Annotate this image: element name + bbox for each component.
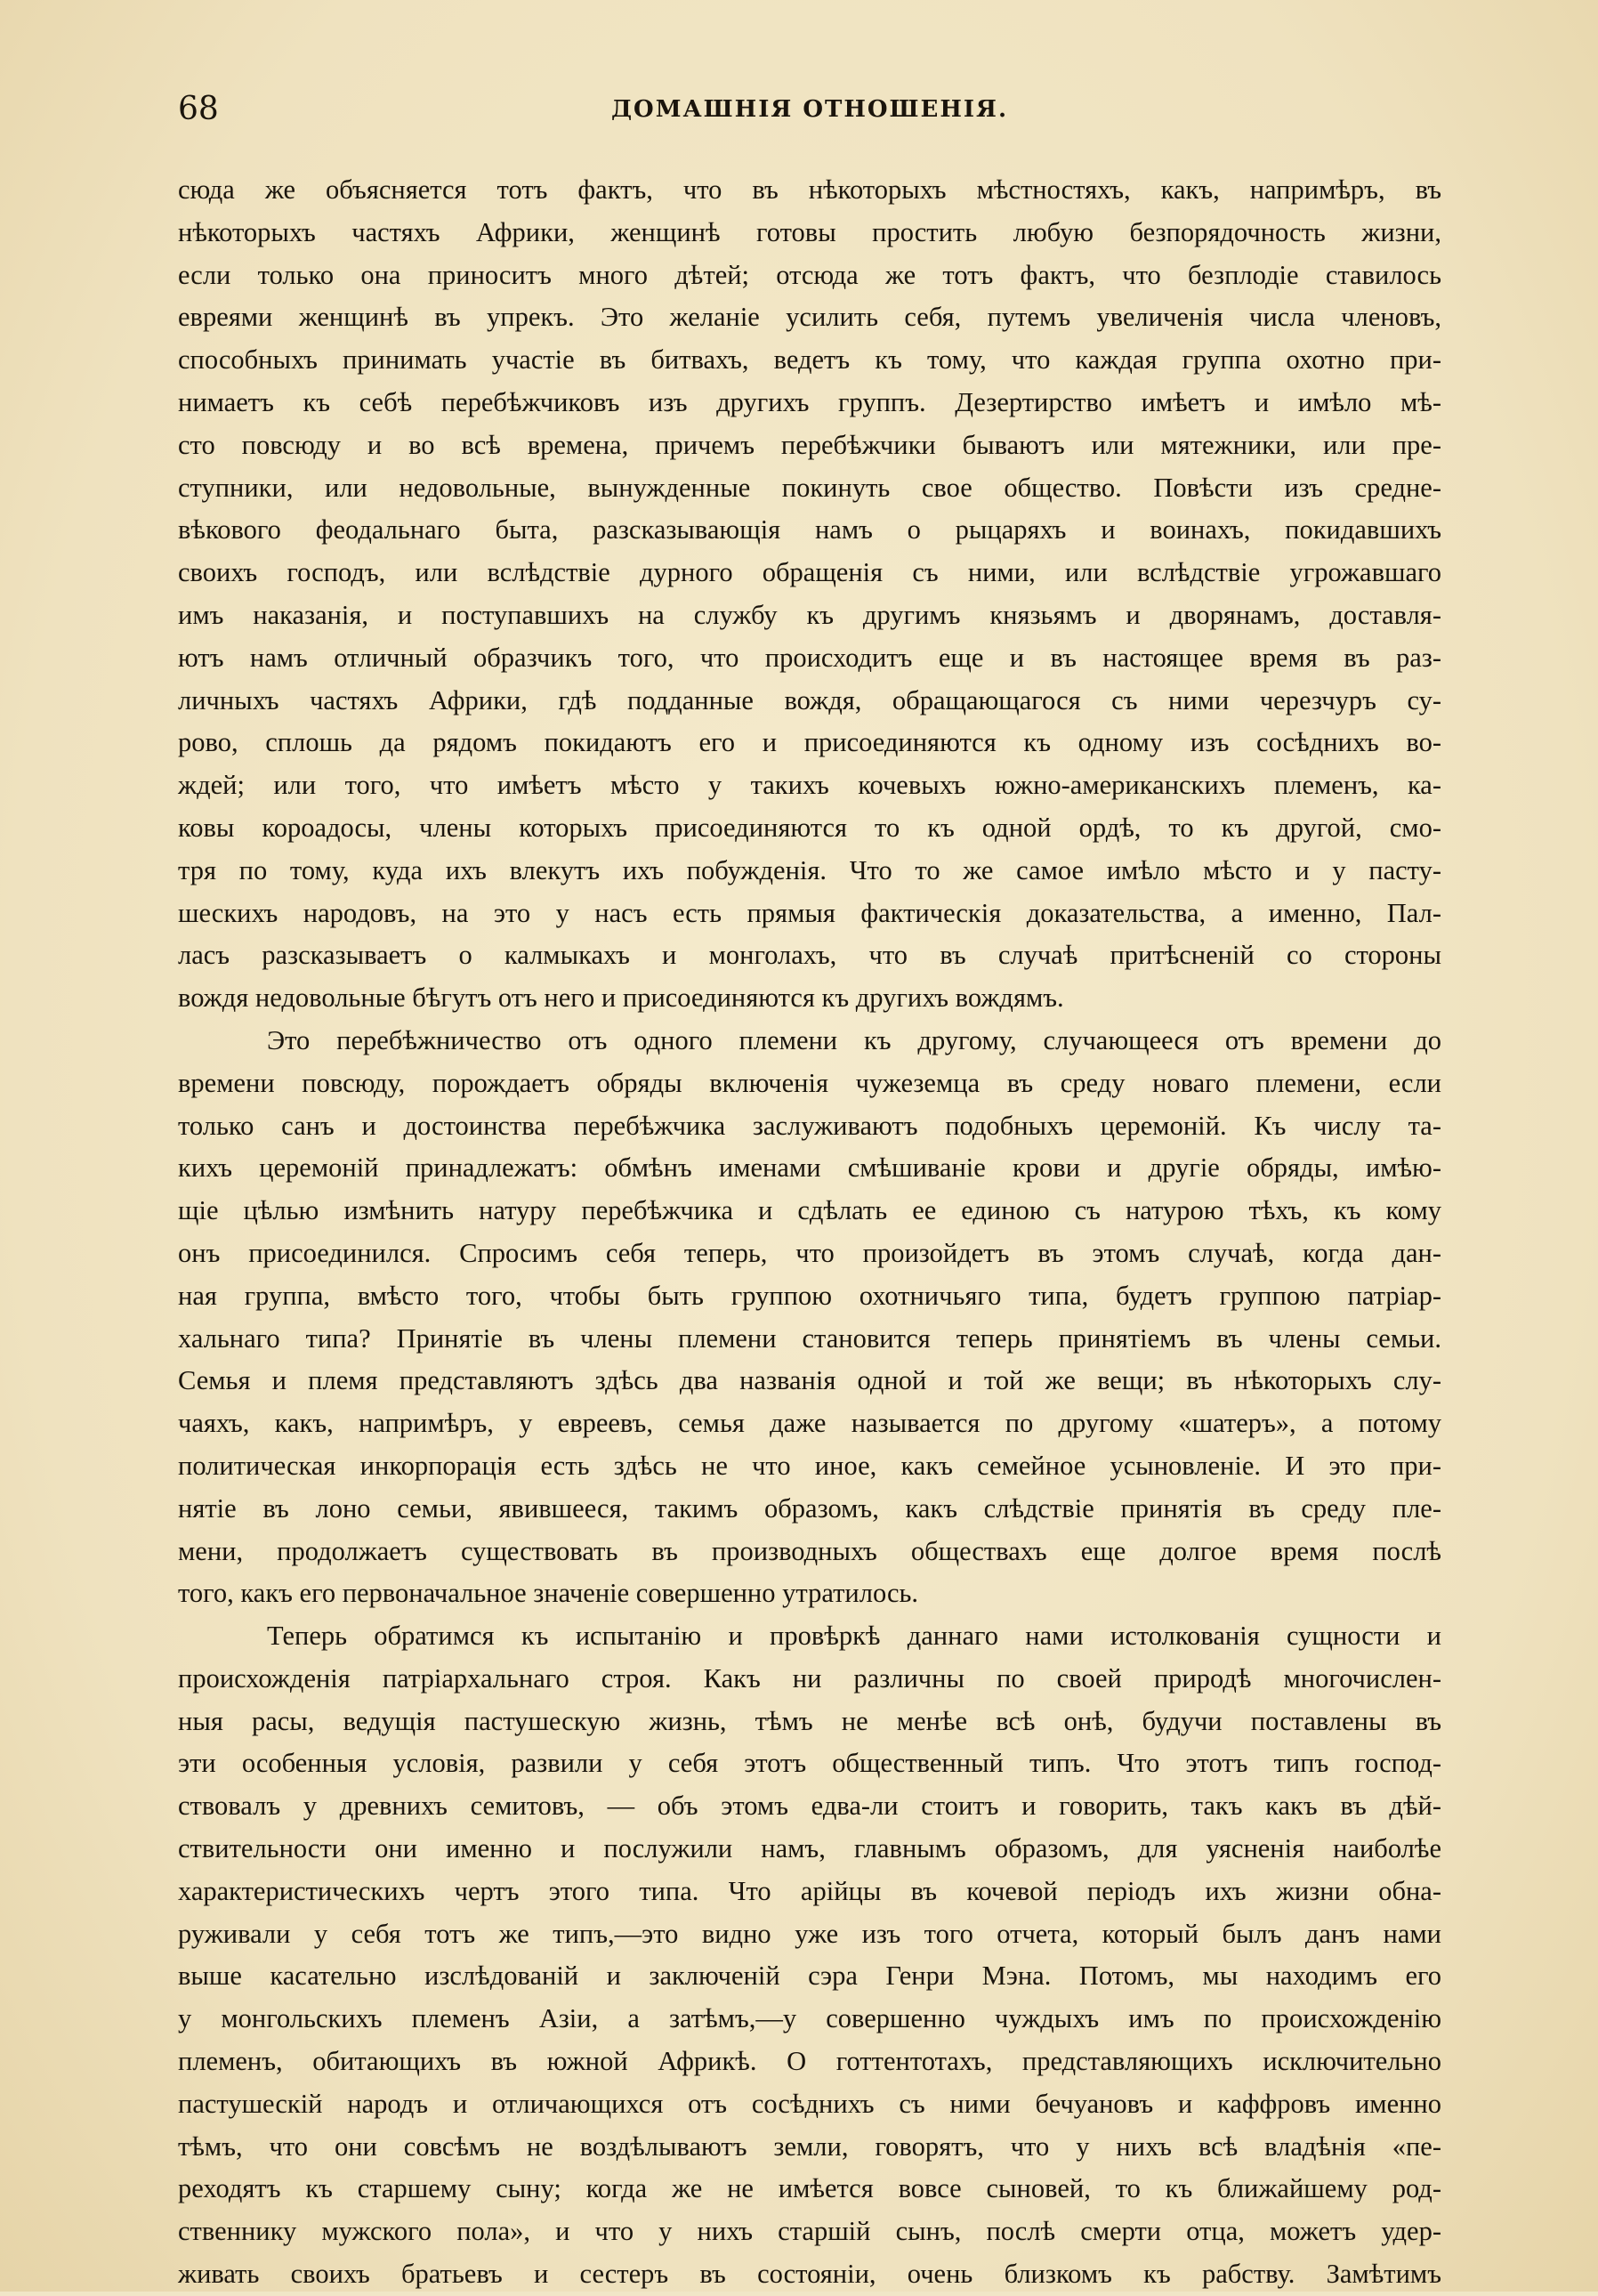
page-header [178, 87, 1441, 132]
paragraph [178, 169, 1441, 1020]
paragraph [178, 1615, 1441, 2296]
text-line: эти особенныя условія, развили у себя этотъ общественный типъ. Что этотъ типъ господ- [178, 1748, 1441, 1779]
text-line: времени повсюду, порождаетъ обряды включенія чужеземца въ среду новаго племени, если [178, 1067, 1441, 1098]
text-line: тря по тому, куда ихъ влекутъ ихъ побужденія. Что то же самое имѣло мѣсто и у пасту- [178, 854, 1441, 885]
text-line: живать своихъ братьевъ и сестеръ въ состояніи, очень близкомъ къ рабству. Замѣтимъ [178, 2259, 1441, 2290]
text-line: чаяхъ, какъ, напримѣръ, у евреевъ, семья даже называется по другому «шатеръ», а потому [178, 1408, 1441, 1439]
text-line: евреями женщинѣ въ упрекъ. Это желаніе усилить себя, путемъ увеличенія числа членовъ, [178, 302, 1441, 333]
text-line: нятіе въ лоно семьи, явившееся, такимъ образомъ, какъ слѣдствіе принятія въ среду пле- [178, 1492, 1441, 1524]
text-line: ласъ разсказываетъ о калмыкахъ и монголахъ, что въ случаѣ притѣсненій со стороны [178, 940, 1441, 971]
text-line: только санъ и достоинства перебѣжчика заслуживаютъ подобныхъ церемоній. Къ числу та- [178, 1110, 1441, 1141]
text-line: рово, сплошь да рядомъ покидаютъ его и присоединяются къ одному изъ сосѣднихъ во- [178, 727, 1441, 758]
text-line: политическая инкорпорація есть здѣсь не что иное, какъ семейное усыновленіе. И это при- [178, 1450, 1441, 1481]
paragraph [178, 1020, 1441, 1615]
text-line: у монгольскихъ племенъ Азіи, а затѣмъ,—у совершенно чуждыхъ имъ по происхожденію [178, 2003, 1441, 2034]
text-line: мени, продолжаетъ существовать въ производныхъ обществахъ еще долгое время послѣ [178, 1535, 1441, 1566]
text-line: Теперь обратимся къ испытанію и провѣркѣ даннаго нами истолкованія сущности и [267, 1621, 1441, 1652]
text-line: имъ наказанія, и поступавшихъ на службу къ другимъ князьямъ и дворянамъ, доставля- [178, 599, 1441, 630]
text-line: происхожденія патріархальнаго строя. Какъ ни различны по своей природѣ многочислен- [178, 1662, 1441, 1694]
text-line: характеристическихъ чертъ этого типа. Что арійцы въ кочевой періодъ ихъ жизни обна- [178, 1875, 1441, 1906]
text-line: если только она приноситъ много дѣтей; отсюда же тотъ фактъ, что безплодіе ставилось [178, 259, 1441, 290]
text-line: вождя недовольные бѣгутъ отъ него и присоединяются къ другихъ вождямъ. [178, 982, 1064, 1014]
text-line: нѣкоторыхъ частяхъ Африки, женщинѣ готовы простить любую безпорядочность жизни, [178, 216, 1441, 247]
text-line: племенъ, обитающихъ въ южной Африкѣ. О готтентотахъ, представляющихъ исключительно [178, 2046, 1441, 2077]
text-line: сто повсюду и во всѣ времена, причемъ перебѣжчики бываютъ или мятежники, или пре- [178, 429, 1441, 460]
text-line: руживали у себя тотъ же типъ,—это видно уже изъ того отчета, который былъ данъ нами [178, 1918, 1441, 1949]
text-line: Это перебѣжничество отъ одного племени къ другому, случающееся отъ времени до [267, 1024, 1441, 1055]
text-line: ствительности они именно и послужили намъ, главнымъ образомъ, для уясненія наиболѣе [178, 1833, 1441, 1864]
page-number: 68 [178, 91, 219, 127]
text-line: нимаетъ къ себѣ перебѣжчиковъ изъ другихъ группъ. Дезертирство имѣетъ и имѣло мѣ- [178, 386, 1441, 417]
text-line: вѣкового феодальнаго быта, разсказывающія намъ о рыцаряхъ и воинахъ, покидавшихъ [178, 514, 1441, 546]
text-line: онъ присоединился. Спросимъ себя теперь, что произойдетъ въ этомъ случаѣ, когда дан- [178, 1237, 1441, 1268]
text-line: ступники, или недовольные, вынужденные покинуть свое общество. Повѣсти изъ средне- [178, 472, 1441, 503]
text-line: ная группа, вмѣсто того, чтобы быть группою охотничьяго типа, будетъ группою патріар- [178, 1280, 1441, 1311]
text-line: шескихъ народовъ, на это у насъ есть прямыя фактическія доказательства, а именно, Пал- [178, 897, 1441, 928]
running-head: ДОМАШНІЯ ОТНОШЕНІЯ. [610, 96, 1009, 123]
text-line: выше касательно изслѣдованій и заключеній сэра Генри Мэна. Потомъ, мы находимъ его [178, 1960, 1441, 1992]
text-line: хальнаго типа? Принятіе въ члены племени становится теперь принятіемъ въ члены семьи. [178, 1322, 1441, 1354]
text-line: способныхъ принимать участіе въ битвахъ, ведетъ къ тому, что каждая группа охотно при- [178, 344, 1441, 376]
text-line: ственнику мужского пола», и что у нихъ старшій сынъ, послѣ смерти отца, можетъ удер- [178, 2216, 1441, 2247]
text-line: тѣмъ, что они совсѣмъ не воздѣлываютъ земли, говорятъ, что у нихъ всѣ владѣнія «пе- [178, 2130, 1441, 2162]
text-line: сюда же объясняется тотъ фактъ, что въ нѣкоторыхъ мѣстностяхъ, какъ, напримѣръ, въ [178, 174, 1441, 205]
text-line: ныя расы, ведущія пастушескую жизнь, тѣмъ не менѣе всѣ онѣ, будучи поставлены въ [178, 1705, 1441, 1736]
text-line: реходятъ къ старшему сыну; когда же не имѣется вовсе сыновей, то къ ближайшему род- [178, 2173, 1441, 2204]
text-line: ковы короадосы, члены которыхъ присоединяются то къ одной ордѣ, то къ другой, смо- [178, 812, 1441, 843]
text-line: Семья и племя представляютъ здѣсь два названія одной и той же вещи; въ нѣкоторыхъ слу- [178, 1365, 1441, 1396]
text-line: пастушескій народъ и отличающихся отъ сосѣднихъ съ ними бечуановъ и каффровъ именно [178, 2088, 1441, 2119]
text-line: ствовалъ у древнихъ семитовъ, — объ этомъ едва-ли стоитъ и говорить, такъ какъ въ дѣй- [178, 1791, 1441, 1822]
body-text [178, 169, 1441, 2296]
text-line: кихъ церемоній принадлежатъ: обмѣнъ именами смѣшиваніе крови и другіе обряды, имѣю- [178, 1152, 1441, 1184]
text-line: щіе цѣлью измѣнить натуру перебѣжчика и сдѣлать ее единою съ натурою тѣхъ, къ кому [178, 1195, 1441, 1226]
text-line: ютъ намъ отличный образчикъ того, что происходитъ еще и въ настоящее время въ раз- [178, 642, 1441, 673]
text-line: личныхъ частяхъ Африки, гдѣ подданные вождя, обращающагося съ ними черезчуръ су- [178, 684, 1441, 715]
text-line: того, какъ его первоначальное значеніе совершенно утратилось. [178, 1578, 919, 1609]
text-line: ждей; или того, что имѣетъ мѣсто у такихъ кочевыхъ южно-американскихъ племенъ, ка- [178, 770, 1441, 801]
text-line: своихъ господъ, или вслѣдствіе дурного обращенія съ ними, или вслѣдствіе угрожавшаго [178, 557, 1441, 588]
